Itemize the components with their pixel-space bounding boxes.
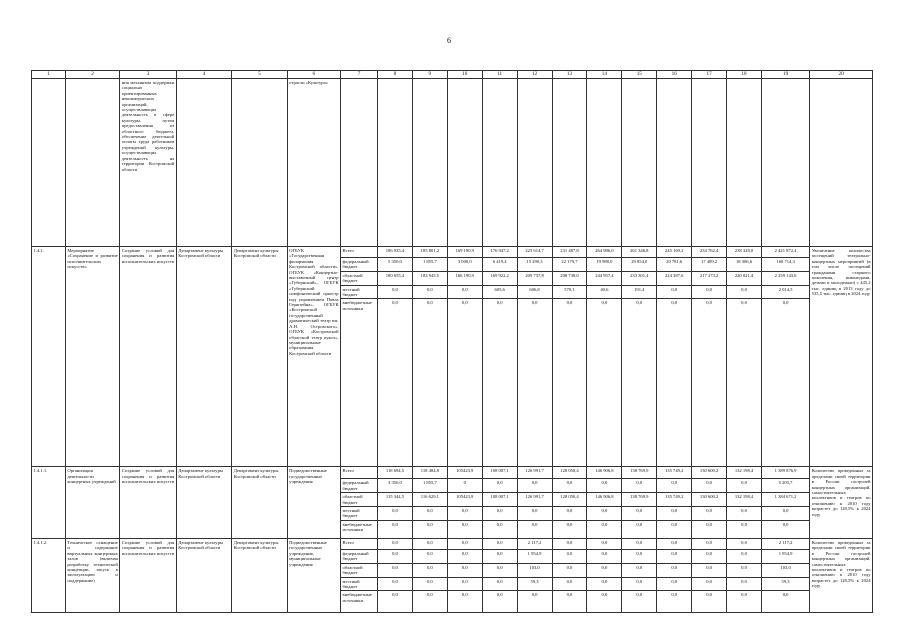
funding-source: Всего xyxy=(341,538,378,549)
amount-cell: 0,0 xyxy=(552,299,587,467)
amount-cell: 0,0 xyxy=(761,299,809,467)
amount-cell: 0,0 xyxy=(587,563,622,577)
funding-source: областной бюджет xyxy=(341,563,378,577)
amount-cell: 0,0 xyxy=(447,563,482,577)
amount-cell: 0,0 xyxy=(692,538,727,549)
amount-cell: 0,0 xyxy=(517,520,552,538)
amount-cell: 0,0 xyxy=(727,591,762,613)
row-goal: Создание условий для сохранения и развития исполнительских искусств xyxy=(120,538,176,612)
amount-cell: 0,0 xyxy=(412,285,447,299)
funding-source: областной бюджет xyxy=(341,493,378,507)
amount-cell: 185 801,2 xyxy=(412,247,447,258)
amount-cell: 118 484,8 xyxy=(412,467,447,479)
amount-cell: 261 346,8 xyxy=(622,247,657,258)
row-id: 1.4.1.2. xyxy=(32,538,66,612)
amount-cell: 2 117,2 xyxy=(517,538,552,549)
column-number: 8 xyxy=(377,71,412,79)
amount-cell: 0,0 xyxy=(447,285,482,299)
column-number: 16 xyxy=(657,71,692,79)
amount-cell: 118 694,5 xyxy=(377,467,412,479)
continuation-row xyxy=(32,79,873,247)
amount-cell: 0,0 xyxy=(657,285,692,299)
amount-cell: 22 179,7 xyxy=(552,258,587,272)
amount-cell: 605,6 xyxy=(482,285,517,299)
amount-cell: 59,3 xyxy=(517,577,552,591)
amount-cell: 0,0 xyxy=(377,538,412,549)
amount-cell: 160 714,3 xyxy=(761,258,809,272)
amount-cell: 2 421 872,4 xyxy=(761,247,809,258)
row-expected-result: Количество проведенных за пределами своей территории в России гастролей концертных организаций, самостоятельных коллективов и театров по отношению к 2010 году возрастет до 128,5% к 2024 году xyxy=(810,538,873,612)
amount-cell: 0,0 xyxy=(482,520,517,538)
amount-cell: 20 781,6 xyxy=(657,258,692,272)
amount-cell: 0,0 xyxy=(482,591,517,613)
column-number: 9 xyxy=(412,71,447,79)
amount-cell: 183 945,5 xyxy=(412,271,447,285)
amount-cell: 103,0 xyxy=(517,563,552,577)
amount-cell: 132 198,4 xyxy=(727,467,762,479)
amount-cell: 40,6 xyxy=(587,285,622,299)
column-number: 14 xyxy=(587,71,622,79)
amount-cell: 0,0 xyxy=(692,479,727,493)
amount-cell: 0,0 xyxy=(622,563,657,577)
row-name: Мероприятие «Сохранение и развитие исполнительских искусств» xyxy=(65,247,119,467)
amount-cell: 0,0 xyxy=(622,479,657,493)
row-responsible: Департамент культуры Костромской области xyxy=(176,467,231,538)
amount-cell: 0,0 xyxy=(412,520,447,538)
amount-cell: 0,0 xyxy=(482,549,517,563)
amount-cell: 0,0 xyxy=(657,538,692,549)
amount-cell: 3 000,0 xyxy=(447,258,482,272)
amount-cell: 15 290,3 xyxy=(517,258,552,272)
funding-source: внебюджетные источники xyxy=(341,299,378,467)
amount-cell: 570,1 xyxy=(552,285,587,299)
amount-cell: 0,0 xyxy=(727,507,762,521)
amount-cell: 146 906,8 xyxy=(587,493,622,507)
amount-cell: 0,0 xyxy=(412,507,447,521)
amount-cell: 0,0 xyxy=(552,520,587,538)
row-id: 1.4.1. xyxy=(32,247,66,467)
amount-cell: 180 655,4 xyxy=(377,271,412,285)
column-number: 4 xyxy=(176,71,231,79)
amount-cell: 135 749,2 xyxy=(657,467,692,479)
amount-cell: 0,0 xyxy=(412,549,447,563)
amount-cell: 108 007,1 xyxy=(482,493,517,507)
amount-cell: 1 954,9 xyxy=(517,549,552,563)
amount-cell: 128 050,4 xyxy=(552,467,587,479)
amount-cell: 0,0 xyxy=(587,538,622,549)
amount-cell: 0,0 xyxy=(412,591,447,613)
row-executor: Подведомственные государственные учреждения xyxy=(287,467,340,538)
amount-cell: 238 328,0 xyxy=(727,247,762,258)
amount-cell: 0,0 xyxy=(622,299,657,467)
amount-cell: 0,0 xyxy=(377,285,412,299)
amount-cell: 176 947,2 xyxy=(482,247,517,258)
amount-cell: 1 855,7 xyxy=(412,479,447,493)
amount-cell: 0,0 xyxy=(517,591,552,613)
amount-cell: 1 855,7 xyxy=(412,258,447,272)
amount-cell: 169 922,2 xyxy=(482,271,517,285)
row-goal: Создание условий для сохранения и развития исполнительских искусств xyxy=(120,247,176,467)
amount-cell: 1 384 671,2 xyxy=(761,493,809,507)
column-number: 18 xyxy=(727,71,762,79)
column-number: 15 xyxy=(622,71,657,79)
continuation-goal-text: ния механизма поддержки социально ориентированных некоммерческих организаций, осуществляющих деятельность в сфере культуры, путем предоставления из областного бюджета, обеспечение деятельной оплаты труда работников учреждений культуры, осуществляющих деятельность на территории Костромской области xyxy=(120,79,176,247)
amount-cell: 0,0 xyxy=(657,299,692,467)
row-coexecutor: Департамент культуры Костромской области xyxy=(232,538,287,612)
row-expected-result: Увеличение количества посещений театрально-концертных мероприятий (в том числе посещений гражданами старшего поколения, инвалидами, детьми и молодежью) с 445,2 тыс. единиц в 2013 году до 535,5 тыс. единиц в 2024 году xyxy=(810,247,873,467)
amount-cell: 128 050,4 xyxy=(552,493,587,507)
amount-cell: 0,0 xyxy=(692,577,727,591)
amount-cell: 6 419,4 xyxy=(482,258,517,272)
funding-source: внебюджетные источники xyxy=(341,520,378,538)
amount-cell: 244 957,4 xyxy=(587,271,622,285)
column-number: 13 xyxy=(552,71,587,79)
amount-cell: 606,8 xyxy=(517,285,552,299)
amount-cell: 108 007,1 xyxy=(482,467,517,479)
amount-cell: 0,0 xyxy=(657,577,692,591)
amount-cell: 224 387,6 xyxy=(657,271,692,285)
amount-cell: 0,0 xyxy=(412,563,447,577)
amount-cell: 0,0 xyxy=(657,563,692,577)
column-number: 7 xyxy=(341,71,378,79)
amount-cell: 18 306,6 xyxy=(727,258,762,272)
amount-cell: 0,0 xyxy=(412,538,447,549)
column-number: 1 xyxy=(32,71,66,79)
amount-cell: 138 769,9 xyxy=(622,467,657,479)
amount-cell: 186 035,4 xyxy=(377,247,412,258)
amount-cell: 1 954,9 xyxy=(761,549,809,563)
column-number: 20 xyxy=(810,71,873,79)
amount-cell: 0,0 xyxy=(692,549,727,563)
amount-cell: 59,3 xyxy=(761,577,809,591)
amount-cell: 135 749,2 xyxy=(657,493,692,507)
amount-cell: 0,0 xyxy=(587,549,622,563)
row-coexecutor: Департамент культуры Костромской области xyxy=(232,247,287,467)
amount-cell: 0,0 xyxy=(622,538,657,549)
amount-cell: 209 737,8 xyxy=(517,271,552,285)
amount-cell: 0,0 xyxy=(727,479,762,493)
amount-cell: 0,0 xyxy=(447,520,482,538)
amount-cell: 0,0 xyxy=(587,577,622,591)
amount-cell: 166 190,9 xyxy=(447,271,482,285)
row-responsible: Департамент культуры Костромской области xyxy=(176,247,231,467)
table-row xyxy=(32,467,873,479)
row-name: Техническое оснащение и содержание виртуальных концертных залов (включая разработку технической концепции, запуск в эксплуатацию и поддержание) xyxy=(65,538,119,612)
amount-cell: 0,0 xyxy=(552,538,587,549)
amount-cell: 0,0 xyxy=(727,285,762,299)
amount-cell: 1 389 876,9 xyxy=(761,467,809,479)
amount-cell: 0,0 xyxy=(552,479,587,493)
amount-cell: 0,0 xyxy=(377,591,412,613)
column-number: 5 xyxy=(232,71,287,79)
amount-cell: 0,0 xyxy=(692,591,727,613)
row-executor: Подведомственные государственные учреждения, муниципальные учреждения xyxy=(287,538,340,612)
amount-cell: 0,0 xyxy=(552,507,587,521)
amount-cell: 245 169,2 xyxy=(657,247,692,258)
amount-cell: 0,0 xyxy=(727,520,762,538)
column-number: 6 xyxy=(287,71,340,79)
amount-cell: 29 854,0 xyxy=(622,258,657,272)
amount-cell: 130 600,2 xyxy=(692,467,727,479)
amount-cell: 0,0 xyxy=(412,299,447,467)
amount-cell: 0,0 xyxy=(377,577,412,591)
amount-cell: 217 273,2 xyxy=(692,271,727,285)
amount-cell: 2 014,5 xyxy=(761,285,809,299)
amount-cell: 169 190,9 xyxy=(447,247,482,258)
amount-cell: 0,0 xyxy=(587,479,622,493)
row-goal: Создание условий для сохранения и развития исполнительских искусств xyxy=(120,467,176,538)
amount-cell: 3 350,0 xyxy=(377,479,412,493)
amount-cell: 105423,9 xyxy=(447,493,482,507)
amount-cell: 2 117,2 xyxy=(761,538,809,549)
amount-cell: 116 629,1 xyxy=(412,493,447,507)
amount-cell: 132 198,4 xyxy=(727,493,762,507)
amount-cell: 0,0 xyxy=(761,591,809,613)
funding-source: Всего xyxy=(341,467,378,479)
column-number: 2 xyxy=(65,71,119,79)
amount-cell: 0,0 xyxy=(377,299,412,467)
amount-cell: 0,0 xyxy=(587,299,622,467)
page-number: 6 xyxy=(447,36,451,45)
amount-cell: 0,0 xyxy=(622,577,657,591)
amount-cell: 0,0 xyxy=(482,563,517,577)
amount-cell: 0,0 xyxy=(482,479,517,493)
amount-cell: 0,0 xyxy=(657,549,692,563)
amount-cell: 234 762,4 xyxy=(692,247,727,258)
column-number: 17 xyxy=(692,71,727,79)
amount-cell: 0,0 xyxy=(482,538,517,549)
amount-cell: 0,0 xyxy=(657,591,692,613)
amount-cell: 0,0 xyxy=(727,299,762,467)
funding-source: местный бюджет xyxy=(341,285,378,299)
amount-cell: 0,0 xyxy=(517,299,552,467)
amount-cell: 146 906,8 xyxy=(587,467,622,479)
amount-cell: 5 205,7 xyxy=(761,479,809,493)
amount-cell: 191,4 xyxy=(622,285,657,299)
funding-source: федеральный бюджет xyxy=(341,479,378,493)
amount-cell: 0,0 xyxy=(761,507,809,521)
amount-cell: 0,0 xyxy=(447,577,482,591)
funding-source: местный бюджет xyxy=(341,507,378,521)
amount-cell: 0,0 xyxy=(727,577,762,591)
amount-cell: 0,0 xyxy=(447,591,482,613)
amount-cell: 0,0 xyxy=(482,299,517,467)
amount-cell: 0,0 xyxy=(447,299,482,467)
amount-cell: 0,0 xyxy=(377,520,412,538)
amount-cell: 115 344,5 xyxy=(377,493,412,507)
funding-source: федеральный бюджет xyxy=(341,258,378,272)
row-responsible: Департамент культуры Костромской области xyxy=(176,538,231,612)
amount-cell: 17 489,2 xyxy=(692,258,727,272)
amount-cell: 126 991,7 xyxy=(517,493,552,507)
amount-cell: 0,0 xyxy=(622,520,657,538)
amount-cell: 0,0 xyxy=(482,577,517,591)
funding-source: Всего xyxy=(341,247,378,258)
amount-cell: 0,0 xyxy=(447,538,482,549)
amount-cell: 0,0 xyxy=(447,507,482,521)
column-number: 10 xyxy=(447,71,482,79)
column-number: 19 xyxy=(761,71,809,79)
amount-cell: 0,0 xyxy=(657,520,692,538)
amount-cell: 103,0 xyxy=(761,563,809,577)
column-number: 11 xyxy=(482,71,517,79)
amount-cell: 0,0 xyxy=(447,549,482,563)
column-number: 12 xyxy=(517,71,552,79)
amount-cell: 0,0 xyxy=(692,507,727,521)
amount-cell: 5 350,0 xyxy=(377,258,412,272)
funding-source: местный бюджет xyxy=(341,577,378,591)
amount-cell: 0,0 xyxy=(622,507,657,521)
amount-cell: 19 988,0 xyxy=(587,258,622,272)
row-coexecutor: Департамент культуры Костромской области xyxy=(232,467,287,538)
program-table xyxy=(31,70,873,613)
amount-cell: 0,0 xyxy=(727,563,762,577)
table-row xyxy=(32,247,873,258)
amount-cell: 0,0 xyxy=(692,563,727,577)
amount-cell: 0,0 xyxy=(517,479,552,493)
amount-cell: 0,0 xyxy=(622,591,657,613)
amount-cell: 0,0 xyxy=(412,577,447,591)
amount-cell: 0,0 xyxy=(761,520,809,538)
amount-cell: 126 991,7 xyxy=(517,467,552,479)
amount-cell: 0,0 xyxy=(727,538,762,549)
amount-cell: 0,0 xyxy=(377,507,412,521)
amount-cell: 0,0 xyxy=(552,563,587,577)
amount-cell: 208 738,0 xyxy=(552,271,587,285)
funding-source: внебюджетные источники xyxy=(341,591,378,613)
column-number-row xyxy=(32,71,873,79)
amount-cell: 0,0 xyxy=(482,507,517,521)
amount-cell: 0,0 xyxy=(552,549,587,563)
funding-source: федеральный бюджет xyxy=(341,549,378,563)
amount-cell: 225 614,7 xyxy=(517,247,552,258)
amount-cell: 233 301,4 xyxy=(622,271,657,285)
amount-cell: 0,0 xyxy=(727,549,762,563)
row-id: 1.4.1.1. xyxy=(32,467,66,538)
amount-cell: 0,0 xyxy=(587,520,622,538)
amount-cell: 0,0 xyxy=(622,549,657,563)
funding-source: областной бюджет xyxy=(341,271,378,285)
amount-cell: 231 487,8 xyxy=(552,247,587,258)
amount-cell: 0,0 xyxy=(552,591,587,613)
amount-cell: 105423,9 xyxy=(447,467,482,479)
amount-cell: 0,0 xyxy=(377,549,412,563)
amount-cell: 2 259 143,6 xyxy=(761,271,809,285)
amount-cell: 0,0 xyxy=(657,479,692,493)
column-number: 3 xyxy=(120,71,176,79)
table-row xyxy=(32,538,873,549)
amount-cell: 0,0 xyxy=(377,563,412,577)
amount-cell: 0,0 xyxy=(692,285,727,299)
amount-cell: 138 769,9 xyxy=(622,493,657,507)
amount-cell: 0,0 xyxy=(517,507,552,521)
amount-cell: 0,0 xyxy=(692,299,727,467)
row-expected-result: Количество проведенных за пределами своей территории в России гастролей концертных организаций, самостоятельных коллективов и театров по отношению к 2010 году возрастет до 128,5% к 2024 году xyxy=(810,467,873,538)
amount-cell: 220 021,4 xyxy=(727,271,762,285)
amount-cell: 0,0 xyxy=(657,507,692,521)
row-executor: ОГБУК «Государственная филармония Костромской области», ОГБУК «Концертно-выставочный центр «Губернский», ОГБУК «Губернский симфонический оркестр под управлением Павла Герштейна», ОГБУК «Костромской государственный драматический театр им. А.Н. Островского», ОГБУК «Костромской областной театр кукол», муниципальные образования Костромской области xyxy=(287,247,340,467)
row-name: Организация деятельности концертных учреждений xyxy=(65,467,119,538)
amount-cell: 130 600,2 xyxy=(692,493,727,507)
amount-cell: 0,0 xyxy=(587,507,622,521)
amount-cell: 0,0 xyxy=(692,520,727,538)
amount-cell: 0,0 xyxy=(587,591,622,613)
amount-cell: 264 986,0 xyxy=(587,247,622,258)
amount-cell: 0,0 xyxy=(552,577,587,591)
continuation-exec-text: отрасли «Культура» xyxy=(287,79,340,247)
amount-cell: 0 xyxy=(447,479,482,493)
